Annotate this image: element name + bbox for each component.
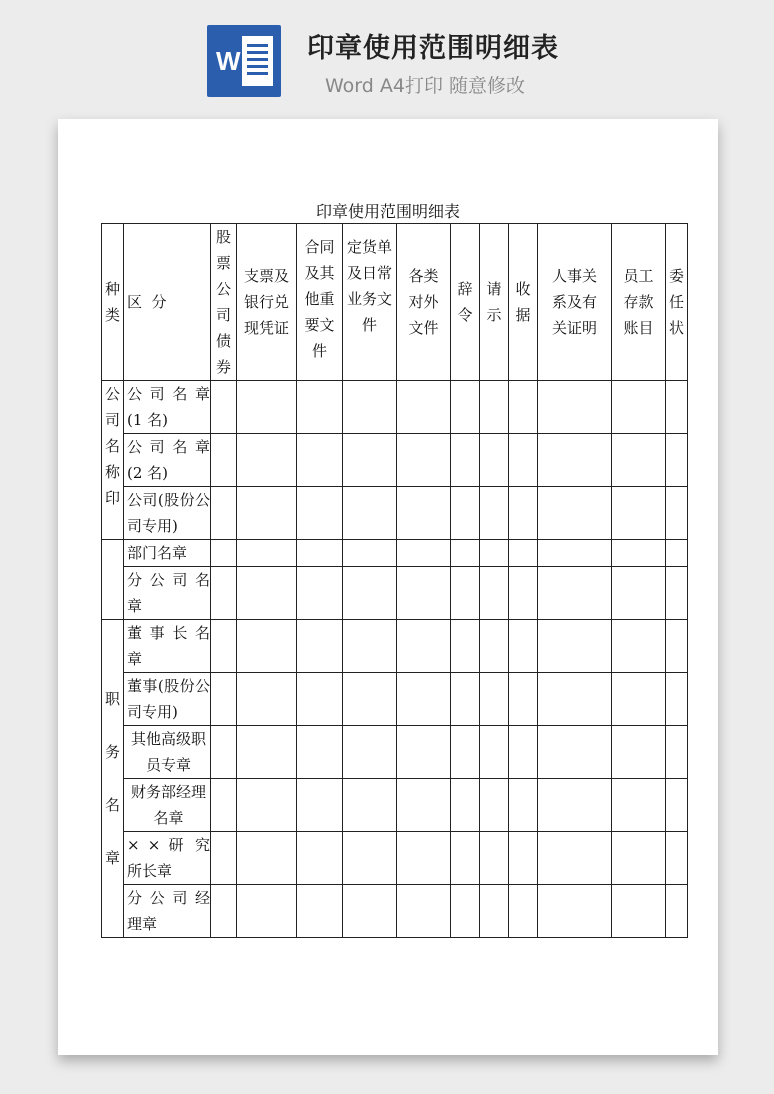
row-label: 其他高级职员专章	[124, 726, 211, 779]
row-label: 董 事 长 名 章	[124, 620, 211, 673]
page-header	[0, 0, 774, 118]
word-document-icon	[207, 25, 281, 97]
table-row	[102, 620, 688, 673]
row-label: 公 司 名 章 (2 名)	[124, 434, 211, 487]
header-stock-bonds: 股票公司债券	[211, 224, 237, 381]
table-row	[102, 726, 688, 779]
row-label: × × 研 究 所长章	[124, 832, 211, 885]
header-personnel: 人事关系及有关证明	[538, 224, 612, 381]
table-row	[102, 540, 688, 567]
table-row	[102, 487, 688, 540]
document-title: 印章使用范围明细表	[307, 33, 559, 64]
row-label: 公司(股份公司专用)	[124, 487, 211, 540]
table-row	[102, 673, 688, 726]
row-label: 公 司 名 章 (1 名)	[124, 381, 211, 434]
seal-usage-table	[101, 223, 688, 938]
group-company-seal: 公司名称印	[102, 381, 124, 540]
header-cheques: 支票及银行兑现凭证	[237, 224, 297, 381]
table-row	[102, 567, 688, 620]
group-company-seal-cont	[102, 540, 124, 620]
header-speeches: 辞令	[451, 224, 480, 381]
row-label: 董事(股份公司专用)	[124, 673, 211, 726]
word-icon-letter: W	[216, 46, 241, 76]
group-position-seal: 职务名章	[102, 620, 124, 938]
table-row	[102, 832, 688, 885]
word-icon-page	[242, 36, 273, 86]
table-title: 印章使用范围明细表	[315, 202, 460, 221]
row-label: 部门名章	[124, 540, 211, 567]
document-subtitle: Word A4打印 随意修改	[325, 75, 526, 97]
header-orders: 定货单及日常业务文件	[343, 224, 397, 381]
row-label: 分 公 司 名 章	[124, 567, 211, 620]
table-row	[102, 885, 688, 938]
table-row	[102, 779, 688, 832]
row-label: 财务部经理名章	[124, 779, 211, 832]
header-external-docs: 各类对外文件	[397, 224, 451, 381]
header-appointments: 委任状	[666, 224, 688, 381]
table-header-row	[102, 224, 688, 381]
header-type: 种类	[102, 224, 124, 381]
header-requests: 请示	[480, 224, 509, 381]
table-row	[102, 434, 688, 487]
row-label: 分 公 司 经 理章	[124, 885, 211, 938]
table-row	[102, 381, 688, 434]
header-deposits: 员工存款账目	[612, 224, 666, 381]
document-page	[58, 119, 718, 1055]
header-category: 区 分	[124, 224, 211, 381]
header-receipts: 收据	[509, 224, 538, 381]
header-contracts: 合同及其他重要文件	[297, 224, 343, 381]
